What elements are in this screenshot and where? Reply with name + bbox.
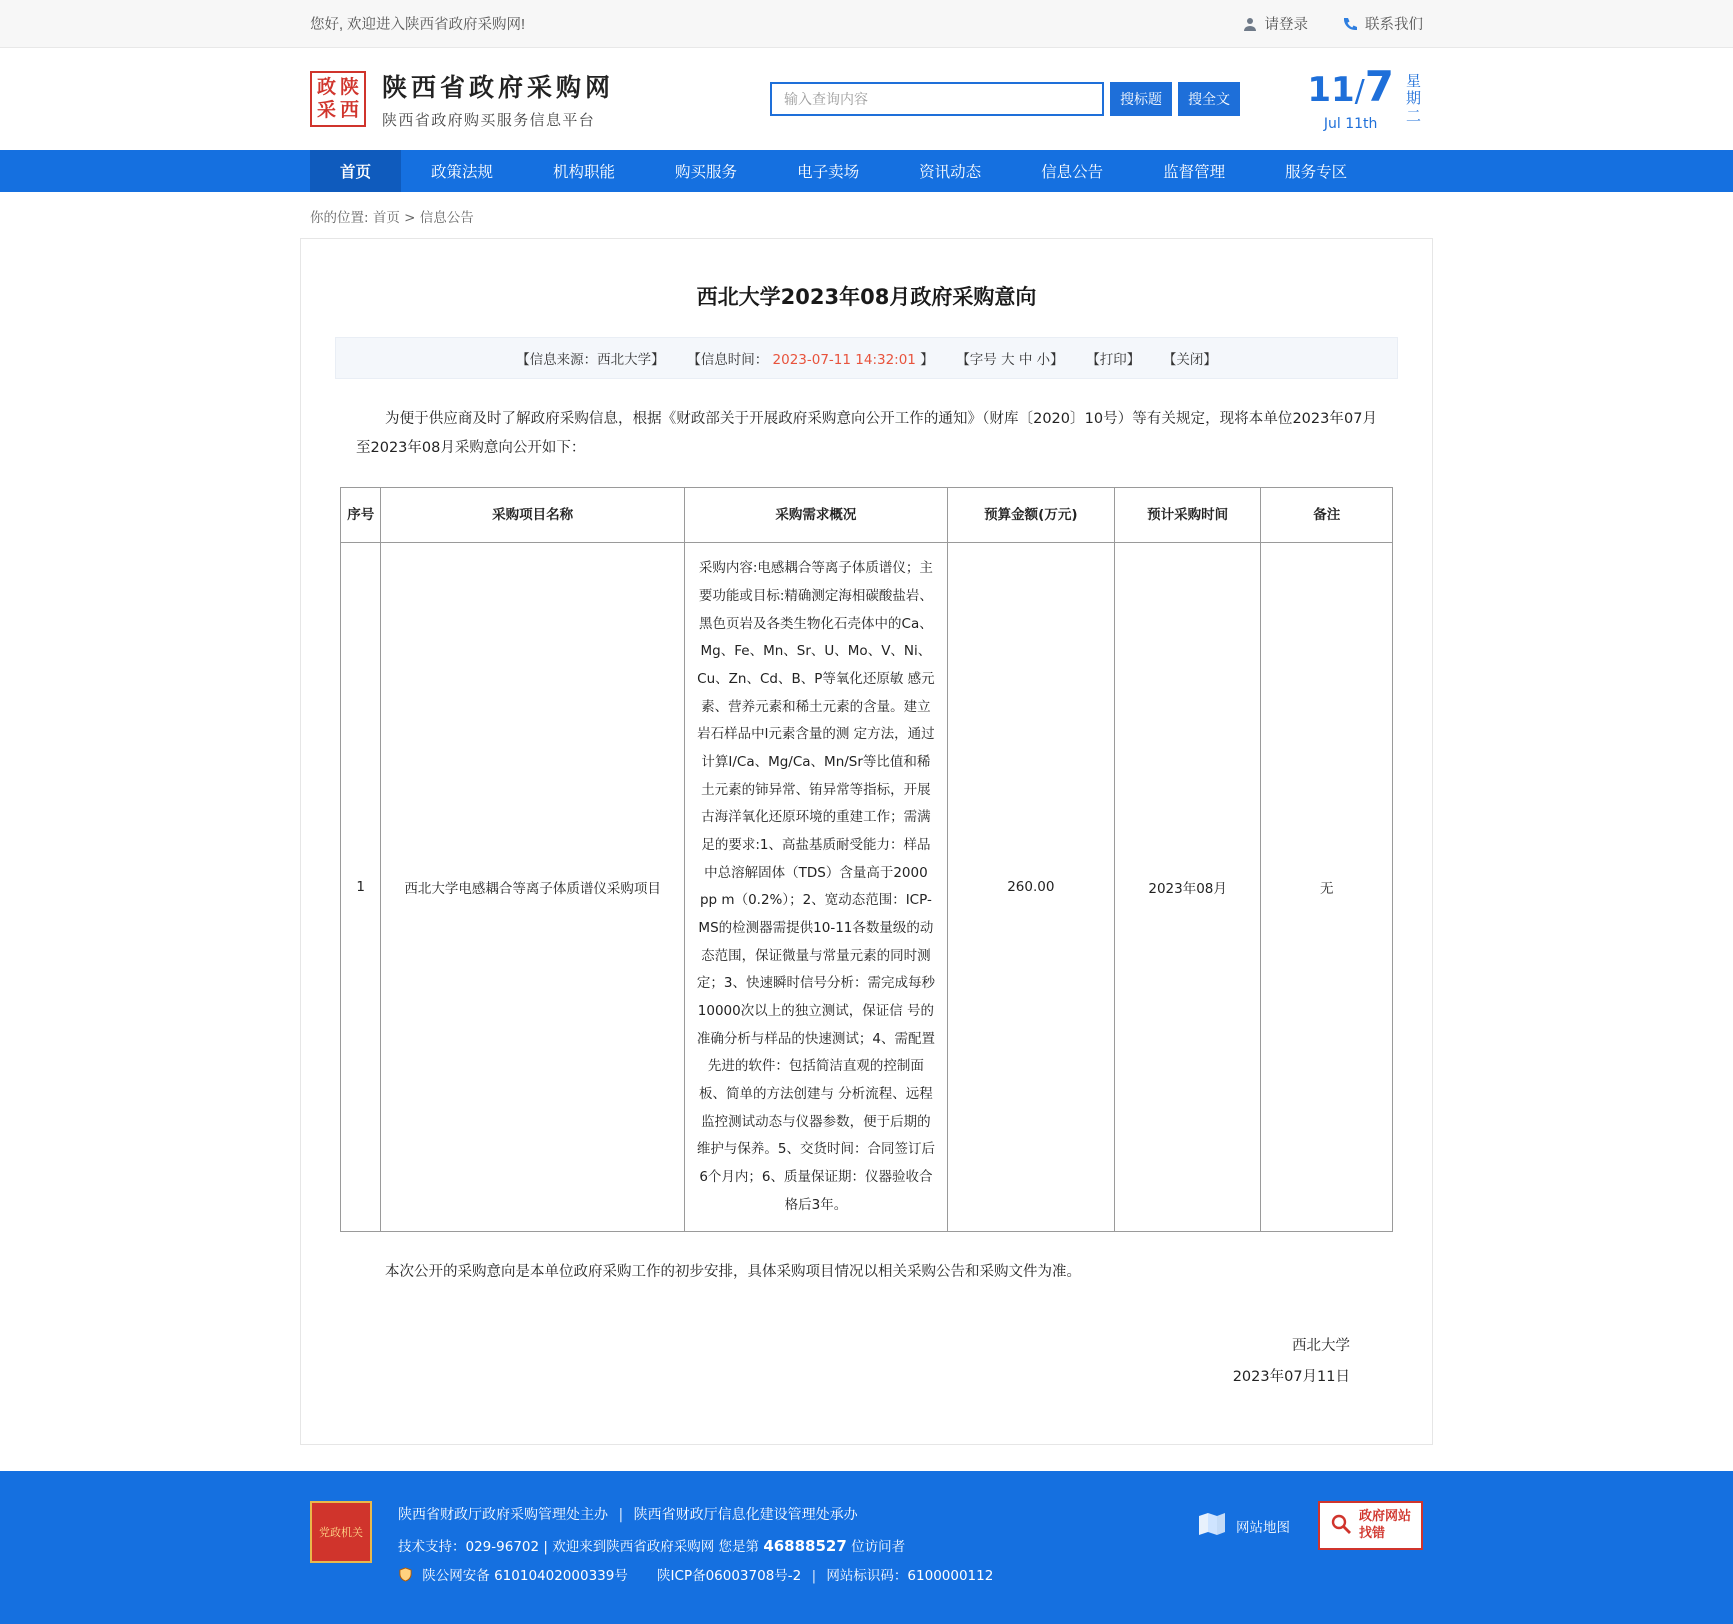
gov-badge-line1: 政府网站 xyxy=(1358,1509,1411,1525)
table-row xyxy=(341,543,1393,1232)
footer-police-record[interactable]: 陕公网安备 61010402000339号 xyxy=(422,1568,628,1585)
site-footer xyxy=(0,1471,1733,1624)
welcome-text: 您好, 欢迎进入陕西省政府采购网! xyxy=(310,17,526,33)
search-input[interactable] xyxy=(770,82,1104,116)
logo-char-1: 政 xyxy=(316,76,336,98)
meta-time-label: 【信息时间： xyxy=(687,352,769,368)
cell-project-name: 西北大学电感耦合等离子体质谱仪采购项目 xyxy=(381,543,684,1232)
footer-icp[interactable]: 陕ICP备06003708号-2 xyxy=(657,1568,802,1585)
nav-item-purchase-service[interactable]: 购买服务 xyxy=(675,163,738,181)
footer-line-2 xyxy=(398,1531,993,1563)
footer-line-3 xyxy=(398,1562,993,1590)
breadcrumb-separator: > xyxy=(404,210,416,226)
main-nav xyxy=(0,150,1733,192)
table-header-row xyxy=(341,488,1393,543)
date-main xyxy=(1307,62,1394,132)
sitemap-label: 网站地图 xyxy=(1235,1519,1290,1536)
logo-char-3: 采 xyxy=(316,99,336,121)
top-bar-right-group xyxy=(1242,13,1424,34)
article-meta-bar xyxy=(335,337,1398,379)
footer-support: 技术支持：029-96702 | 欢迎来到陕西省政府采购网 您是第 xyxy=(398,1538,760,1555)
gov-site-error-badge[interactable] xyxy=(1318,1501,1423,1550)
logo-mark-icon xyxy=(310,71,366,127)
close-button[interactable]: 【关闭】 xyxy=(1162,352,1217,368)
contact-label: 联系我们 xyxy=(1365,17,1423,33)
footer-right-group xyxy=(1197,1501,1423,1550)
contact-link[interactable] xyxy=(1342,13,1423,34)
gov-badge-line2: 找错 xyxy=(1358,1525,1385,1541)
footer-visitor-suffix: 位访问者 xyxy=(851,1538,906,1555)
footer-site-code: 网站标识码：6100000112 xyxy=(826,1568,994,1585)
footer-sep-3: | xyxy=(811,1568,817,1585)
search-fulltext-button[interactable]: 搜全文 xyxy=(1178,82,1240,116)
meta-source: 【信息来源：西北大学】 xyxy=(516,352,665,368)
nav-item-news[interactable]: 资讯动态 xyxy=(919,163,982,181)
meta-time-close: 】 xyxy=(920,352,934,368)
footer-sep-1: | xyxy=(618,1507,624,1524)
cell-expected-time: 2023年08月 xyxy=(1114,543,1261,1232)
search-area xyxy=(770,82,1240,116)
site-logo[interactable] xyxy=(310,68,614,130)
site-header xyxy=(0,48,1733,150)
date-month: 11 xyxy=(1307,70,1355,110)
login-label: 请登录 xyxy=(1264,17,1308,33)
search-title-button[interactable]: 搜标题 xyxy=(1110,82,1172,116)
breadcrumb-current[interactable]: 信息公告 xyxy=(419,210,474,226)
gov-badge-text xyxy=(1359,1509,1411,1542)
phone-icon xyxy=(1342,16,1358,32)
user-icon xyxy=(1242,16,1258,32)
login-link[interactable] xyxy=(1242,13,1309,34)
logo-char-2: 陕 xyxy=(339,76,359,98)
emblem-label: 党政机关 xyxy=(319,1525,363,1539)
date-numbers xyxy=(1307,62,1394,111)
print-button[interactable]: 【打印】 xyxy=(1086,352,1141,368)
signature-block xyxy=(321,1331,1350,1392)
nav-item-functions[interactable]: 机构职能 xyxy=(553,163,616,181)
logo-char-4: 西 xyxy=(339,99,359,121)
date-widget xyxy=(1307,62,1423,132)
page-title: 西北大学2023年08月政府采购意向 xyxy=(696,285,1037,309)
breadcrumb-home[interactable]: 首页 xyxy=(372,210,400,226)
nav-item-supervision[interactable]: 监督管理 xyxy=(1163,163,1226,181)
footer-visitor-count: 46888527 xyxy=(763,1536,847,1555)
site-name: 陕西省政府采购网 xyxy=(382,73,615,102)
nav-item-policy[interactable]: 政策法规 xyxy=(431,163,494,181)
th-expected-time: 预计采购时间 xyxy=(1114,488,1261,543)
th-no: 序号 xyxy=(341,488,381,543)
signature-date: 2023年07月11日 xyxy=(1232,1368,1350,1385)
map-icon xyxy=(1197,1510,1227,1542)
page-content xyxy=(0,238,1733,1445)
signature-org: 西北大学 xyxy=(1292,1338,1350,1355)
procurement-table xyxy=(340,487,1393,1232)
cell-no: 1 xyxy=(341,543,381,1232)
weekday-label: 星期二 xyxy=(1406,72,1422,125)
nav-item-announcements[interactable]: 信息公告 xyxy=(1041,163,1104,181)
font-size-control[interactable]: 【字号 大 中 小】 xyxy=(956,352,1064,368)
breadcrumb xyxy=(0,192,1733,238)
footer-text-block xyxy=(398,1501,993,1590)
th-remark: 备注 xyxy=(1261,488,1393,543)
date-english: Jul 11th xyxy=(1323,116,1378,132)
footer-line-1 xyxy=(398,1501,993,1530)
police-badge-icon xyxy=(398,1564,413,1579)
logo-text-block xyxy=(382,68,614,130)
cell-requirements: 采购内容:电感耦合等离子体质谱仪；主要功能或目标:精确测定海相碳酸盐岩、黑色页岩及各类生物化石壳体中的Ca、Mg、Fe、Mn、Sr、U、Mo、V、Ni、Cu、Zn、Cd、B、P等氧化还原敏 感元素、营养元素和稀土元素的含量。建立岩石样品中l元素含量的测 定方法，通过计算I/Ca、Mg/Ca、Mn/Sr等比值和稀土元素的铈异常、铕异常等指标，开展古海洋氧化还原环境的重建工作；需满足的要求:1、高盐基质耐受能力：样品中总溶解固体（TDS）含量高于2000 pp m（0.2%）；2、宽动态范围：ICP-MS的检测器需提供10-11各数量级的动态范围，保证微量与常量元素的同时测定；3、快速瞬时信号分析：需完成每秒10000次以上的独立测试，保证信 号的准确分析与样品的快速测试；4、需配置先进的软件：包括简洁直观的控制面板、简单的方法创建与 分析流程、远程监控测试动态与仪器参数，便于后期的维护与保养。5、交货时间：合同签订后6个月内；6、质量保证期：仪器验收合格后3年。 xyxy=(684,543,947,1232)
top-utility-bar xyxy=(0,0,1733,48)
article-card xyxy=(300,238,1433,1445)
th-budget: 预算金额(万元) xyxy=(947,488,1114,543)
date-day: 7 xyxy=(1364,62,1394,111)
th-project-name: 采购项目名称 xyxy=(381,488,684,543)
nav-item-service-zone[interactable]: 服务专区 xyxy=(1285,163,1348,181)
article-intro: 为便于供应商及时了解政府采购信息，根据《财政部关于开展政府采购意向公开工作的通知》（财库〔2020〕10号）等有关规定，现将本单位2023年07月至2023年08月采购意向公开如下： xyxy=(356,411,1377,456)
meta-time-value: 2023-07-11 14:32:01 xyxy=(772,352,916,368)
breadcrumb-prefix: 你的位置: xyxy=(310,210,369,226)
article-tail: 本次公开的采购意向是本单位政府采购工作的初步安排，具体采购项目情况以相关采购公告和采购文件为准。 xyxy=(385,1264,1081,1281)
th-requirements: 采购需求概况 xyxy=(684,488,947,543)
magnifier-icon xyxy=(1330,1513,1352,1539)
government-emblem-icon xyxy=(310,1501,372,1563)
nav-item-home[interactable]: 首页 xyxy=(310,150,401,192)
cell-budget: 260.00 xyxy=(947,543,1114,1232)
nav-item-emarket[interactable]: 电子卖场 xyxy=(797,163,860,181)
footer-host: 陕西省财政厅政府采购管理处主办 xyxy=(398,1507,608,1524)
site-subtitle: 陕西省政府购买服务信息平台 xyxy=(382,111,596,129)
footer-operator: 陕西省财政厅信息化建设管理处承办 xyxy=(633,1507,858,1524)
date-slash: / xyxy=(1354,74,1365,109)
sitemap-link[interactable] xyxy=(1197,1510,1290,1542)
cell-remark: 无 xyxy=(1261,543,1393,1232)
